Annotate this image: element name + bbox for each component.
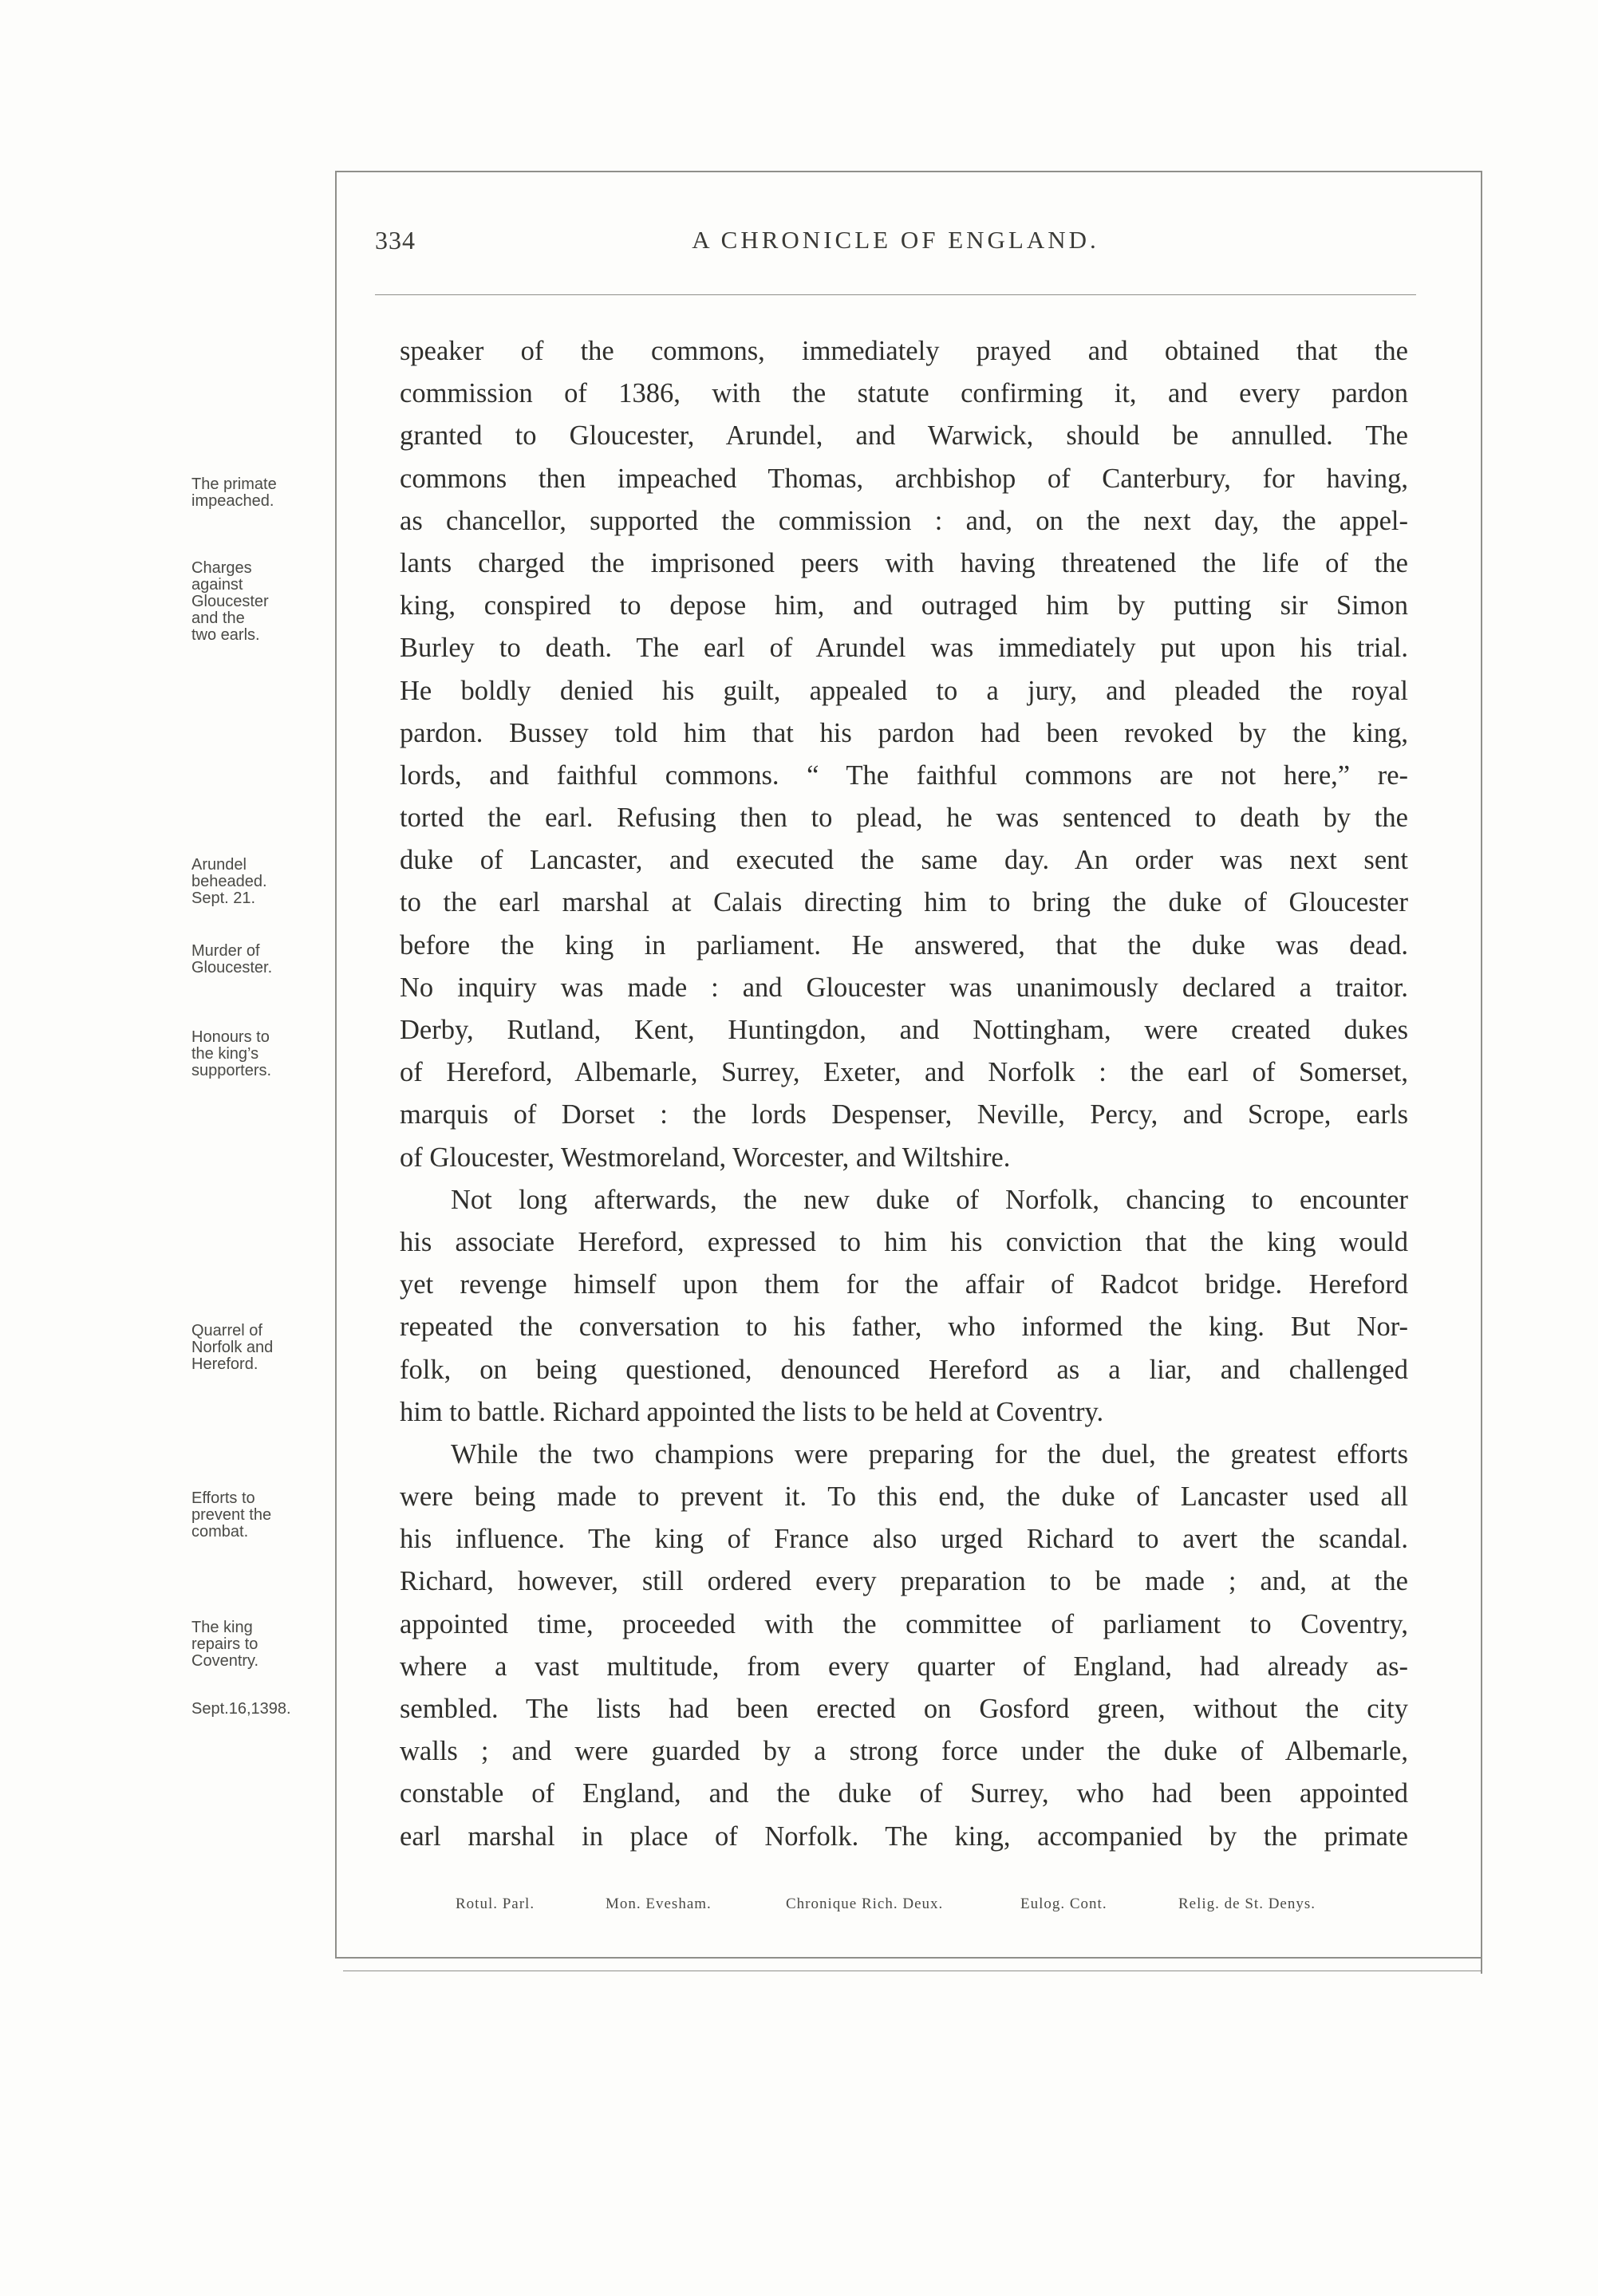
text-line: repeated the conversation to his father, who informed the king. But Nor-	[400, 1312, 1408, 1343]
margin-note-line: the king’s	[191, 1045, 259, 1063]
text-line: sembled. The lists had been erected on Gosford green, without the city	[400, 1694, 1408, 1724]
text-line: lants charged the imprisoned peers with having threatened the life of the	[400, 547, 1408, 578]
margin-note-line: Charges	[191, 559, 252, 577]
footer-references	[400, 1896, 1408, 1919]
frame-top-rule	[335, 171, 1482, 172]
margin-note-line: against	[191, 576, 243, 594]
text-line: Burley to death. The earl of Arundel was immediately put upon his trial.	[400, 633, 1408, 664]
margin-note-murder-of-gloucester	[191, 943, 351, 976]
margin-note-line: The king	[191, 1619, 253, 1636]
text-line: his associate Hereford, expressed to him his conviction that the king would	[400, 1226, 1408, 1257]
margin-note-arundel-beheaded	[191, 857, 351, 907]
footer-ref: Eulog. Cont.	[1020, 1896, 1107, 1912]
text-line: where a vast multitude, from every quarter of England, had already as-	[400, 1651, 1408, 1682]
margin-note-line: and the	[191, 610, 245, 627]
text-line: duke of Lancaster, and executed the same day. An order was next sent	[400, 845, 1408, 876]
margin-note-line: Murder of	[191, 942, 260, 960]
text-line: marquis of Dorset : the lords Despenser, Neville, Percy, and Scrope, earls	[400, 1099, 1408, 1130]
margin-note-line: impeached.	[191, 492, 274, 510]
text-line: lords, and faithful commons. “ The faithful commons are not here,” re-	[400, 759, 1408, 791]
text-line: While the two champions were preparing for the duel, the greatest efforts	[451, 1438, 1408, 1470]
margin-note-line: Sept. 21.	[191, 890, 256, 907]
footer-ref: Relig. de St. Denys.	[1178, 1896, 1316, 1912]
text-line: his influence. The king of France also urged Richard to avert the scandal.	[400, 1524, 1408, 1555]
frame-right-rule	[1481, 171, 1482, 1974]
text-line: speaker of the commons, immediately prayed and obtained that the	[400, 336, 1408, 366]
running-head	[375, 226, 1416, 266]
text-line: Richard, however, still ordered every preparation to be made ; and, at the	[400, 1566, 1408, 1597]
footer-ref: Mon. Evesham.	[606, 1896, 712, 1912]
page-number: 334	[375, 226, 416, 254]
text-line: Derby, Rutland, Kent, Huntingdon, and Nottingham, were created dukes	[400, 1015, 1408, 1045]
margin-note-line: repairs to	[191, 1635, 258, 1653]
text-line: constable of England, and the duke of Surrey, who had been appointed	[400, 1778, 1408, 1809]
frame-bottom-rule	[335, 1957, 1482, 1959]
text-line: earl marshal in place of Norfolk. The king, accompanied by the primate	[400, 1821, 1408, 1852]
margin-note-efforts-to-prevent	[191, 1490, 351, 1541]
margin-note-line: prevent the	[191, 1506, 272, 1524]
text-line: No inquiry was made : and Gloucester was unanimously declared a traitor.	[400, 972, 1408, 1003]
margin-note-line: Hereford.	[191, 1355, 258, 1373]
text-line: commission of 1386, with the statute confirming it, and every pardon	[400, 378, 1408, 409]
text-line: before the king in parliament. He answered, that the duke was dead.	[400, 929, 1408, 961]
text-line: him to battle. Richard appointed the lists to be held at Coventry.	[400, 1396, 1104, 1427]
margin-note-line: Norfolk and	[191, 1339, 274, 1356]
margin-note-line: Arundel	[191, 856, 247, 874]
margin-note-date	[191, 1701, 351, 1718]
text-line: were being made to prevent it. To this end, the duke of Lancaster used all	[400, 1481, 1408, 1513]
text-line: folk, on being questioned, denounced Hereford as a liar, and challenged	[400, 1354, 1408, 1385]
margin-note-king-repairs	[191, 1619, 351, 1670]
text-line: walls ; and were guarded by a strong force under the duke of Albemarle,	[400, 1736, 1408, 1767]
page-title: A CHRONICLE OF ENGLAND.	[692, 226, 1099, 254]
margin-note-honours	[191, 1029, 351, 1079]
margin-note-line: Gloucester.	[191, 959, 273, 976]
margin-note-line: Coventry.	[191, 1652, 259, 1670]
text-line: pardon. Bussey told him that his pardon had been revoked by the king,	[400, 717, 1408, 748]
header-rule	[375, 294, 1416, 295]
margin-note-line: Honours to	[191, 1028, 270, 1046]
margin-note-line: Sept.16,1398.	[191, 1700, 291, 1718]
text-line: as chancellor, supported the commission : and, on the next day, the appel-	[400, 505, 1408, 536]
text-line: He boldly denied his guilt, appealed to a jury, and pleaded the royal	[400, 675, 1408, 706]
margin-note-charges-against-gloucester	[191, 560, 351, 644]
margin-note-line: beheaded.	[191, 873, 267, 890]
margin-note-line: Gloucester	[191, 593, 269, 610]
text-line: yet revenge himself upon them for the affair of Radcot bridge. Hereford	[400, 1269, 1408, 1300]
footer-ref: Chronique Rich. Deux.	[786, 1896, 944, 1912]
text-line: king, conspired to depose him, and outraged him by putting sir Simon	[400, 590, 1408, 621]
footer-ref: Rotul. Parl.	[456, 1896, 535, 1912]
margin-note-line: two earls.	[191, 626, 260, 644]
margin-note-primate-impeached	[191, 476, 351, 510]
text-line: of Hereford, Albemarle, Surrey, Exeter, and Norfolk : the earl of Somerset,	[400, 1057, 1408, 1088]
margin-note-line: The primate	[191, 475, 277, 493]
margin-note-line: supporters.	[191, 1062, 272, 1079]
text-line: of Gloucester, Westmoreland, Worcester, and Wiltshire.	[400, 1142, 1011, 1173]
text-line: torted the earl. Refusing then to plead, he was sentenced to death by the	[400, 803, 1408, 834]
body-text	[400, 330, 1408, 1858]
text-line: commons then impeached Thomas, archbishop of Canterbury, for having,	[400, 463, 1408, 494]
margin-note-line: Efforts to	[191, 1489, 255, 1507]
text-line: to the earl marshal at Calais directing him to bring the duke of Gloucester	[400, 887, 1408, 918]
text-line: granted to Gloucester, Arundel, and Warwick, should be annulled. The	[400, 420, 1408, 452]
text-line: Not long afterwards, the new duke of Norfolk, chancing to encounter	[451, 1184, 1408, 1215]
text-line: appointed time, proceeded with the committee of parliament to Coventry,	[400, 1608, 1408, 1639]
margin-note-line: Quarrel of	[191, 1322, 262, 1339]
margin-note-line: combat.	[191, 1523, 249, 1541]
margin-note-quarrel	[191, 1323, 351, 1373]
